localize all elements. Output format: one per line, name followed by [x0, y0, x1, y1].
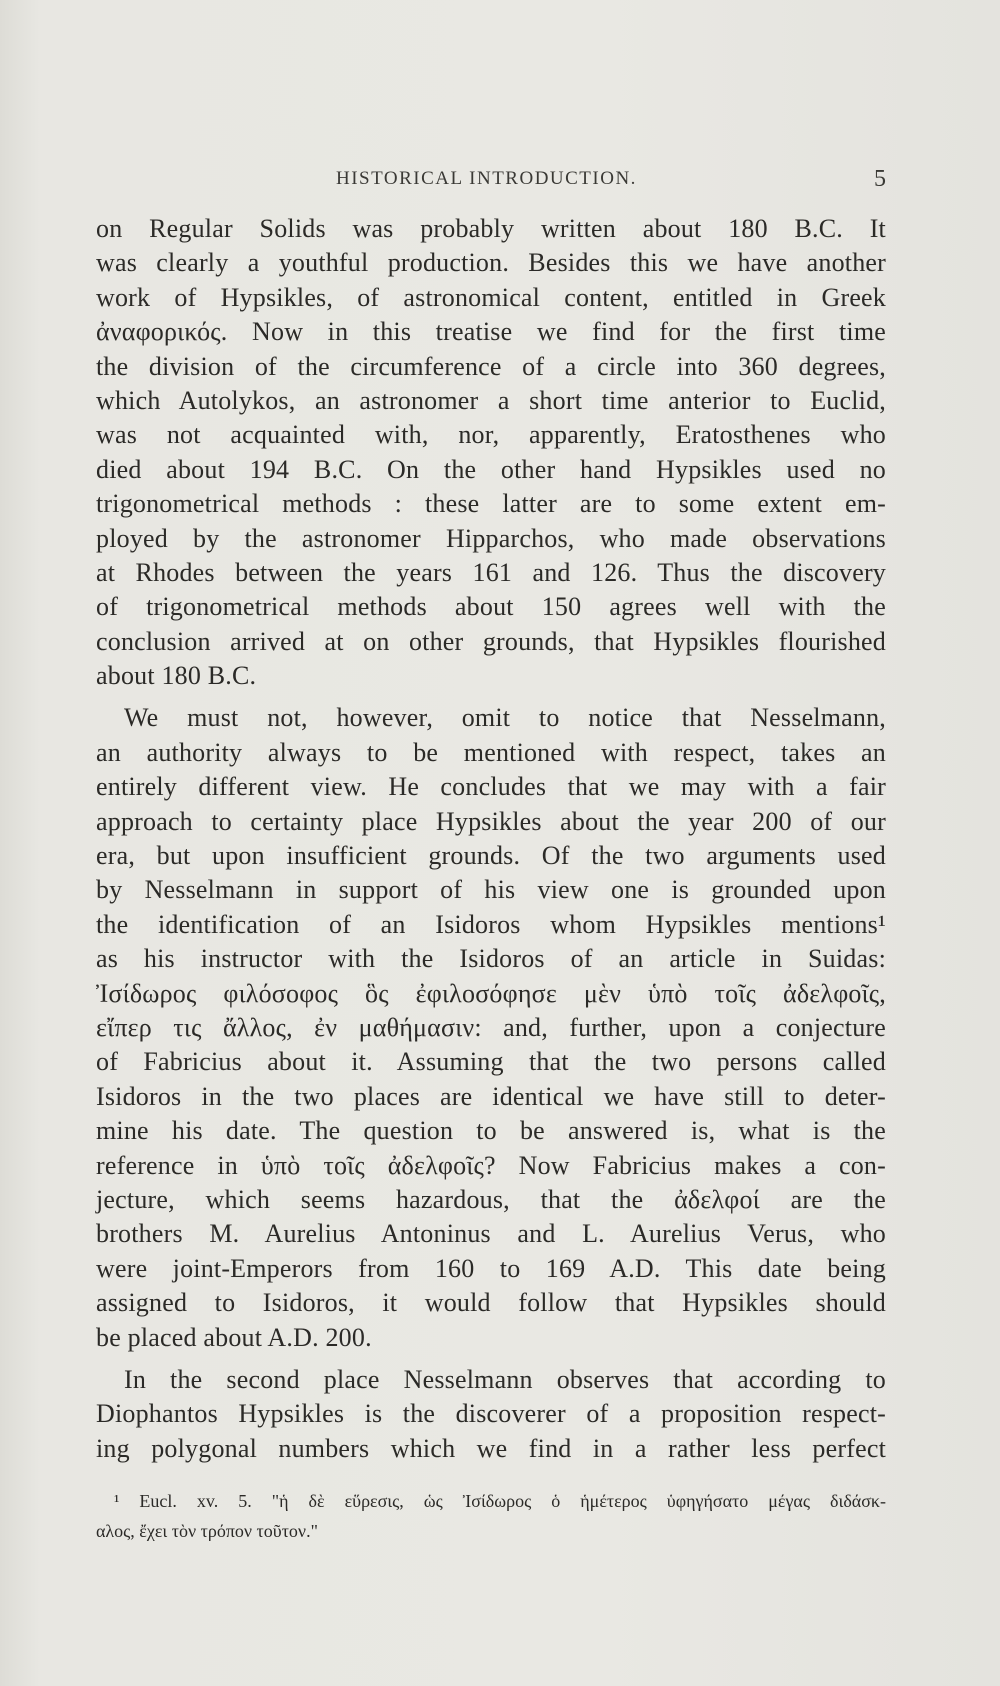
text-line: as his instructor with the Isidoros of an article in Suidas: — [96, 944, 886, 974]
text-line: was not acquainted with, nor, apparently, Eratosthenes who — [96, 420, 886, 450]
text-line: of Fabricius about it. Assuming that the two persons called — [96, 1047, 886, 1077]
text-line: by Nesselmann in support of his view one is grounded upon — [96, 875, 886, 905]
text-line: jecture, which seems hazardous, that the ἀδελφοί are the — [96, 1184, 886, 1214]
text-line: ἀναφορικός. Now in this treatise we find for the first time — [96, 317, 886, 347]
text-line: Diophantos Hypsikles is the discoverer of a proposition respect- — [96, 1399, 886, 1429]
text-line: Isidoros in the two places are identical we have still to deter- — [96, 1081, 886, 1111]
body-text — [96, 212, 886, 1466]
text-line: work of Hypsikles, of astronomical content, entitled in Greek — [96, 282, 886, 312]
text-line: trigonometrical methods : these latter are to some extent em- — [96, 489, 886, 519]
text-line: ing polygonal numbers which we find in a rather less perfect — [96, 1433, 886, 1463]
text-line: approach to certainty place Hypsikles about the year 200 of our — [96, 806, 886, 836]
text-line: In the second place Nesselmann observes that according to — [124, 1364, 886, 1394]
footnote-line: αλος, ἔχει τὸν τρόπον τοῦτον." — [96, 1521, 318, 1541]
text-line: at Rhodes between the years 161 and 126. Thus the discovery — [96, 557, 886, 587]
text-line: entirely different view. He concludes that we may with a fair — [96, 772, 886, 802]
text-line: the identification of an Isidoros whom Hypsikles mentions¹ — [96, 909, 886, 939]
footnote-line: ¹ Eucl. xv. 5. "ἡ δὲ εὕρεσις, ὡς Ἰσίδωρος ὁ ἡμέτερος ὑφηγήσατο μέγας διδάσκ- — [114, 1491, 886, 1511]
text-line: εἴπερ τις ἄλλος, ἐν μαθήμασιν: and, further, upon a conjecture — [96, 1012, 886, 1042]
text-line: reference in ὑπὸ τοῖς ἀδελφοῖς? Now Fabricius makes a con- — [96, 1150, 886, 1180]
text-line: about 180 B.C. — [96, 661, 257, 691]
text-line: We must not, however, omit to notice that Nesselmann, — [124, 703, 886, 733]
text-line: on Regular Solids was probably written about 180 B.C. It — [96, 214, 886, 243]
text-line: of trigonometrical methods about 150 agrees well with the — [96, 592, 886, 622]
footnotes — [96, 1486, 886, 1546]
text-line: be placed about A.D. 200. — [96, 1322, 372, 1352]
page-header — [96, 168, 886, 200]
text-line: was clearly a youthful production. Besides this we have another — [96, 248, 886, 278]
running-head: HISTORICAL INTRODUCTION. — [336, 168, 637, 189]
text-line: conclusion arrived at on other grounds, that Hypsikles flourished — [96, 626, 886, 656]
text-line: died about 194 B.C. On the other hand Hypsikles used no — [96, 454, 886, 484]
text-line: an authority always to be mentioned with respect, takes an — [96, 737, 886, 767]
text-line: the division of the circumference of a circle into 360 degrees, — [96, 351, 886, 381]
page-number: 5 — [874, 166, 886, 192]
text-line: which Autolykos, an astronomer a short time anterior to Euclid, — [96, 385, 886, 415]
text-line: ployed by the astronomer Hipparchos, who made observations — [96, 523, 886, 553]
text-line: era, but upon insufficient grounds. Of the two arguments used — [96, 841, 886, 871]
text-line: assigned to Isidoros, it would follow that Hypsikles should — [96, 1288, 886, 1318]
text-line: were joint-Emperors from 160 to 169 A.D. This date being — [96, 1253, 886, 1283]
text-line: mine his date. The question to be answered is, what is the — [96, 1116, 886, 1146]
text-line: brothers M. Aurelius Antoninus and L. Aurelius Verus, who — [96, 1219, 886, 1249]
text-line: Ἰσίδωρος φιλόσοφος ὃς ἐφιλοσόφησε μὲν ὑπὸ τοῖς ἀδελφοῖς, — [96, 978, 886, 1008]
